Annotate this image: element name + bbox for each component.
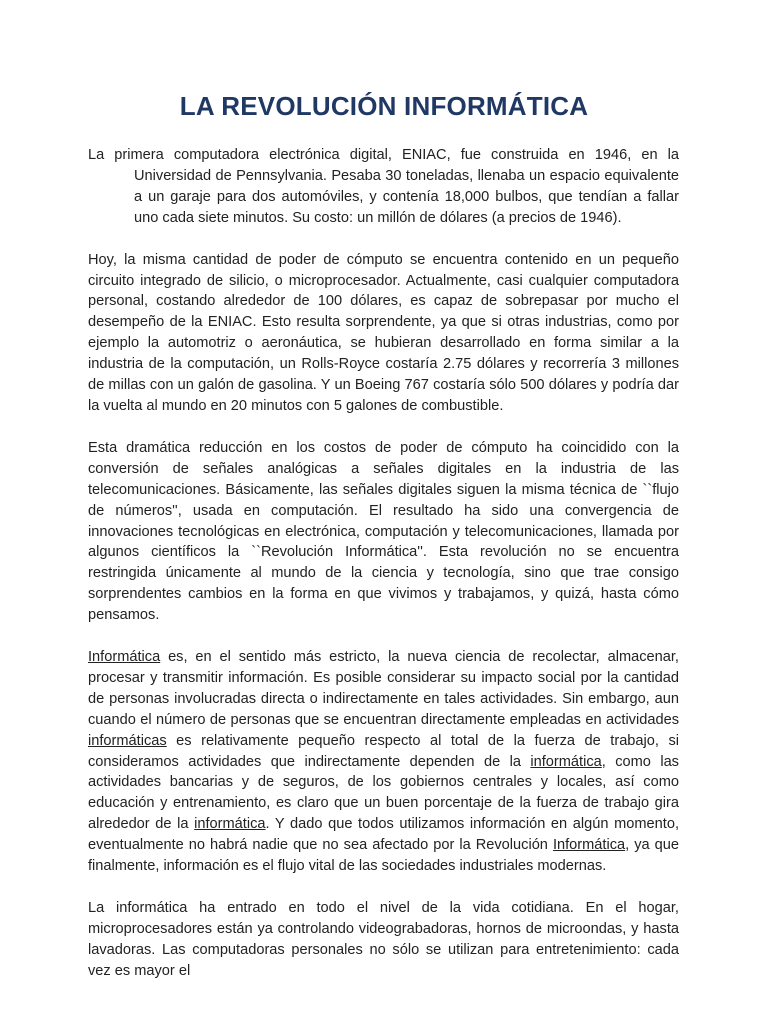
paragraph-microprocessor: Hoy, la misma cantidad de poder de cómputo se encuentra contenido en un pequeño circuito integrado de silicio, o microprocesador. Actualmente, casi cualquier computadora personal, costando alrededor de 100 dólares, es capaz de sobrepasar por mucho el desempeño de la ENIAC. Esto resulta sorprendente, ya que si otras industrias, como por ejemplo la automotriz o aeronáutica, se hubieran desarrollado en forma similar a la industria de la computación, un Rolls-Royce costaría 2.75 dólares y recorrería 3 millones de millas con un galón de gasolina. Y un Boeing 767 costaría sólo 500 dólares y podría dar la vuelta al mundo en 20 minutos con 5 galones de combustible. bbox=[88, 251, 679, 414]
paragraph-informatica-definition bbox=[88, 647, 679, 877]
paragraph-text: es, en el sentido más estricto, la nueva ciencia de recolectar, almacenar, procesar y transmitir información. Es posible considerar su impacto social por la cantidad de personas involucradas directa o indirectamente en tales actividades. Sin embargo, aun cuando el número de personas que se encuentran directamente empleadas en actividades bbox=[88, 649, 679, 728]
paragraph-text: , como las actividades bancarias y de seguros, de los gobiernos centrales y locales, así como educación y entrenamiento, es claro que un buen porcentaje de la fuerza de trabajo gira alrededor de la bbox=[88, 753, 679, 833]
paragraph-digital-signals: Esta dramática reducción en los costos de poder de cómputo ha coincidido con la conversión de señales analógicas a señales digitales en la industria de las telecomunicaciones. Básicamente, las señales digitales siguen la misma técnica de ``flujo de números'', usada en computación. El resultado ha sido una convergencia de innovaciones tecnológicas en electrónica, computación y telecomunicaciones, llamada por algunos científicos la ``Revolución Informática''. Esta revolución no se encuentra restringida únicamente al mundo de la ciencia y tecnología, sino que trae consigo sorprendentes cambios en la forma en que vivimos y trabajamos, y quizá, hasta cómo pensamos. bbox=[88, 439, 679, 624]
underlined-term: informática bbox=[530, 753, 602, 770]
paragraph-eniac: La primera computadora electrónica digital, ENIAC, fue construida en 1946, en la Universidad de Pennsylvania. Pesaba 30 toneladas, llenaba un espacio equivalente a un garaje para dos automóviles, y contenía 18,000 bulbos, que tendían a fallar uno cada siete minutos. Su costo: un millón de dólares (a precios de 1946). bbox=[88, 147, 679, 226]
paragraph-text: es relativamente pequeño respecto al total de la fuerza de trabajo, si consideramos actividades que indirectamente dependen de la bbox=[88, 732, 679, 770]
document-body bbox=[88, 145, 679, 1003]
paragraph-text: . Y dado que todos utilizamos información en algún momento, eventualmente no habrá nadie que no sea afectado por la Revolución bbox=[88, 816, 679, 854]
underlined-term: informáticas bbox=[88, 732, 167, 749]
underlined-term: Informática bbox=[552, 837, 626, 854]
underlined-term: Informática bbox=[88, 649, 161, 666]
paragraph-text: , ya que finalmente, información es el flujo vital de las sociedades industriales modernas. bbox=[88, 837, 679, 875]
underlined-term: informática bbox=[194, 816, 266, 833]
page-title: LA REVOLUCIÓN INFORMÁTICA bbox=[179, 91, 589, 121]
paragraph-daily-life: La informática ha entrado en todo el nivel de la vida cotidiana. En el hogar, microprocesadores están ya controlando videograbadoras, hornos de microondas, y hasta lavadoras. Las computadoras personales no sólo se utilizan para entretenimiento: cada vez es mayor el bbox=[88, 900, 679, 979]
